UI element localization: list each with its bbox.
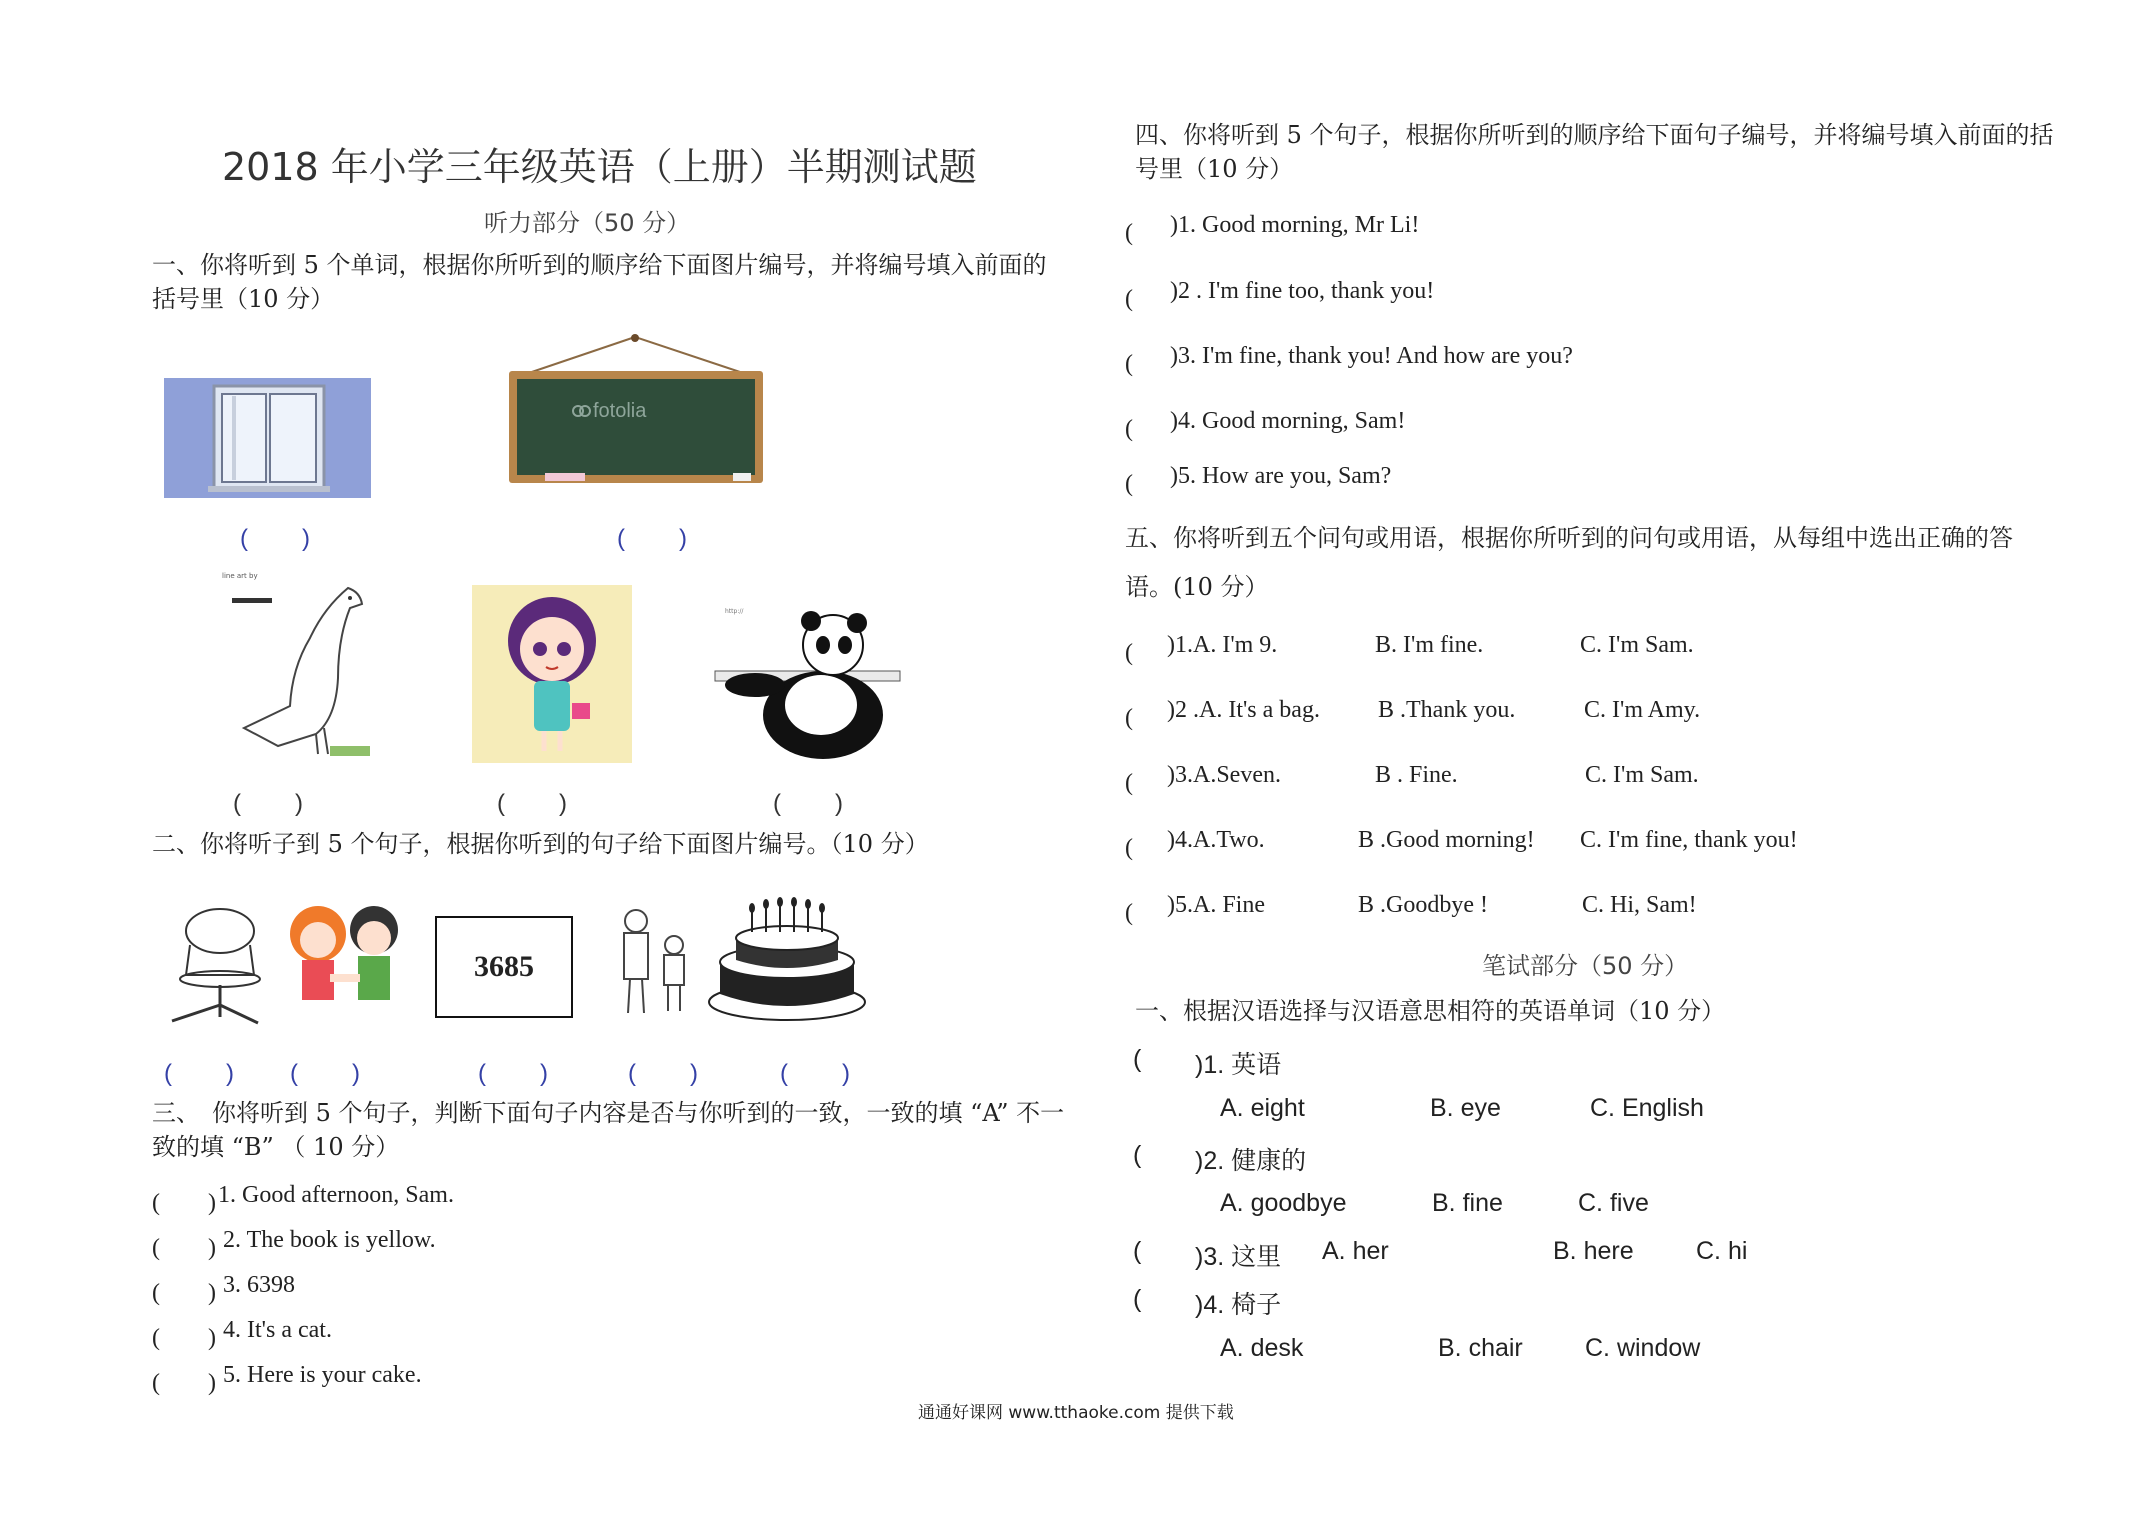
written1-q1-b: B. eye	[1430, 1094, 1501, 1122]
part5-item-5-b: B .Goodbye !	[1358, 892, 1488, 918]
chalkboard-picture	[505, 335, 770, 490]
part1-blank-1[interactable]: ( )	[240, 525, 312, 552]
part4-blank-3[interactable]: (	[1125, 351, 1181, 377]
part5-item-1-c: C. I'm Sam.	[1580, 632, 1694, 658]
written1-q1-a: A. eight	[1220, 1094, 1305, 1122]
part5-item-4-b: B .Good morning!	[1358, 827, 1535, 853]
panda-picture	[715, 605, 900, 765]
part4-instruction: 四、你将听到 5 个句子，根据你所听到的顺序给下面句子编号，并将编号填入前面的括号里（10 分）	[1135, 121, 2054, 183]
written1-q4-b: B. chair	[1438, 1334, 1523, 1362]
written1-q3-b: B. here	[1553, 1237, 1634, 1265]
part3-blank-3[interactable]: ( )	[152, 1280, 216, 1306]
written1-blank-1[interactable]: (	[1133, 1045, 1142, 1073]
part2-blank-4[interactable]: ( )	[628, 1060, 700, 1087]
written1-q-4: )4. 椅子	[1195, 1291, 1282, 1319]
part5-blank-5[interactable]: (	[1125, 900, 1181, 926]
part4-item-4: )4. Good morning, Sam!	[1170, 408, 1406, 434]
part4-item-1: )1. Good morning, Mr Li!	[1170, 212, 1420, 238]
window-icon	[164, 378, 371, 498]
part3-item-3: 3. 6398	[223, 1272, 295, 1298]
part4-item-3: )3. I'm fine, thank you! And how are you?	[1170, 343, 1573, 369]
part4-blank-2[interactable]: (	[1125, 286, 1181, 312]
part5-item-1-a: )1.A. I'm 9.	[1167, 632, 1278, 658]
part5-item-2-c: C. I'm Amy.	[1584, 697, 1701, 723]
part1-blank-5[interactable]: ( )	[773, 790, 845, 817]
part2-blank-5[interactable]: ( )	[780, 1060, 852, 1087]
part2-blank-2[interactable]: ( )	[290, 1060, 362, 1087]
part1-blank-2[interactable]: ( )	[617, 525, 689, 552]
part4-blank-5[interactable]: (	[1125, 471, 1181, 497]
written1-blank-4[interactable]: (	[1133, 1285, 1142, 1313]
part3-item-1: 1. Good afternoon, Sam.	[218, 1182, 454, 1208]
written1-q3-c: C. hi	[1696, 1237, 1748, 1265]
part5-blank-1[interactable]: (	[1125, 640, 1181, 666]
listening-header: 听力部分（50 分）	[484, 209, 691, 237]
part5-item-3-c: C. I'm Sam.	[1585, 762, 1699, 788]
part5-item-5-c: C. Hi, Sam!	[1582, 892, 1697, 918]
part3-item-5: 5. Here is your cake.	[223, 1362, 422, 1388]
written1-blank-3[interactable]: (	[1133, 1237, 1142, 1265]
part5-blank-4[interactable]: (	[1125, 835, 1181, 861]
window-picture	[164, 378, 371, 498]
written1-instruction: 一、根据汉语选择与汉语意思相符的英语单词（10 分）	[1135, 997, 1726, 1025]
part5-blank-3[interactable]: (	[1125, 770, 1181, 796]
part4-blank-1[interactable]: (	[1125, 220, 1181, 246]
written1-q-1: )1. 英语	[1195, 1051, 1282, 1079]
part2-blank-3[interactable]: ( )	[478, 1060, 550, 1087]
number-card-text: 3685	[474, 950, 534, 983]
chair-picture	[160, 905, 270, 1030]
part3-instruction: 三、 你将听到 5 个句子，判断下面句子内容是否与你听到的一致，一致的填 “A” 不一致的填 “B” （ 10 分）	[152, 1099, 1065, 1161]
written1-q2-c: C. five	[1578, 1189, 1649, 1217]
written-header: 笔试部分（50 分）	[1482, 952, 1689, 980]
written1-q2-b: B. fine	[1432, 1189, 1503, 1217]
svg-text:line art by: line art by	[222, 572, 258, 580]
part4-item-2: )2 . I'm fine too, thank you!	[1170, 278, 1435, 304]
part5-instruction: 五、你将听到五个问句或用语，根据你所听到的问句或用语，从每组中选出正确的答语。(10 分）	[1125, 524, 2013, 601]
written1-q-2: )2. 健康的	[1195, 1147, 1307, 1175]
bird-picture	[220, 568, 380, 764]
part2-instruction: 二、你将听子到 5 个句子，根据你听到的句子给下面图片编号。（10 分）	[152, 830, 929, 858]
part3-blank-5[interactable]: ( )	[152, 1370, 216, 1396]
part5-item-4-c: C. I'm fine, thank you!	[1580, 827, 1798, 853]
part5-item-5-a: )5.A. Fine	[1167, 892, 1265, 918]
written1-q2-a: A. goodbye	[1220, 1189, 1347, 1217]
written1-q4-a: A. desk	[1220, 1334, 1304, 1362]
two-girls-picture	[278, 900, 413, 1015]
page-title: 2018 年小学三年级英语（上册）半期测试题	[222, 145, 977, 189]
written1-blank-2[interactable]: (	[1133, 1141, 1142, 1169]
part3-item-4: 4. It's a cat.	[223, 1317, 332, 1343]
girl-picture	[472, 585, 632, 763]
part1-instruction: 一、你将听到 5 个单词，根据你所听到的顺序给下面图片编号，并将编号填入前面的括号里（10 分）	[152, 251, 1047, 313]
cake-picture	[706, 898, 868, 1023]
part4-blank-4[interactable]: (	[1125, 416, 1181, 442]
part5-item-2-a: )2 .A. It's a bag.	[1167, 697, 1320, 723]
part1-blank-3[interactable]: ( )	[233, 790, 305, 817]
part5-item-1-b: B. I'm fine.	[1375, 632, 1484, 658]
written1-q1-c: C. English	[1590, 1094, 1704, 1122]
part5-item-4-a: )4.A.Two.	[1167, 827, 1265, 853]
girl-icon	[472, 585, 632, 763]
part3-blank-4[interactable]: ( )	[152, 1325, 216, 1351]
part5-item-2-b: B .Thank you.	[1378, 697, 1516, 723]
part5-item-3-b: B . Fine.	[1375, 762, 1458, 788]
written1-q4-c: C. window	[1585, 1334, 1701, 1362]
part5-item-3-a: )3.A.Seven.	[1167, 762, 1281, 788]
part5-blank-2[interactable]: (	[1125, 705, 1181, 731]
chalkboard-watermark: fotolia	[593, 400, 647, 422]
part1-blank-4[interactable]: ( )	[497, 790, 569, 817]
part3-blank-2[interactable]: ( )	[152, 1235, 216, 1261]
grandpa-kid-picture	[610, 905, 700, 1020]
written1-q3-a: A. her	[1322, 1237, 1389, 1265]
part3-blank-1[interactable]: ( )	[152, 1190, 216, 1216]
footer-text: 通通好课网 www.tthaoke.com 提供下载	[918, 1403, 1234, 1423]
written1-q-3: )3. 这里	[1195, 1243, 1282, 1271]
part4-item-5: )5. How are you, Sam?	[1170, 463, 1392, 489]
part2-blank-1[interactable]: ( )	[164, 1060, 236, 1087]
part3-item-2: 2. The book is yellow.	[223, 1227, 436, 1253]
svg-text:http://: http://	[725, 608, 744, 615]
number-card	[435, 916, 573, 1018]
